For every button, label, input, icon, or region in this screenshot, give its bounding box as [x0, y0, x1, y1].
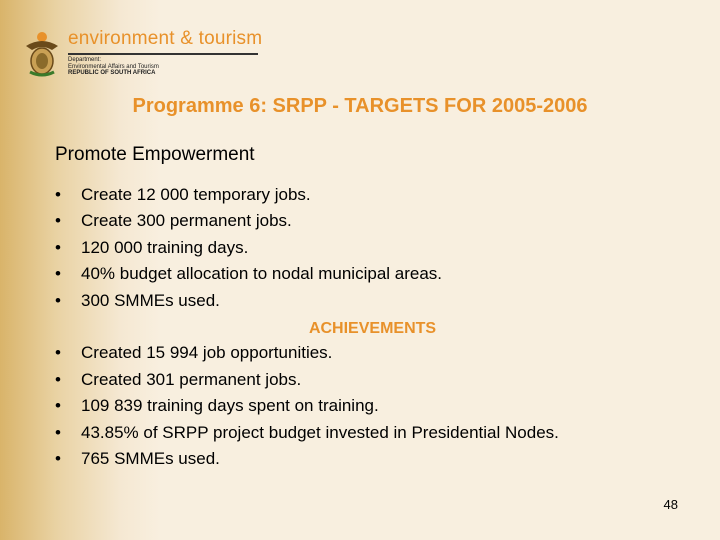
item-text: 109 839 training days spent on training.: [81, 396, 379, 416]
slide-title: Programme 6: SRPP - TARGETS FOR 2005-2006: [132, 95, 588, 117]
bullet: •: [55, 237, 61, 257]
bullet: •: [55, 343, 61, 363]
list-item: [55, 423, 559, 449]
section-heading: Promote Empowerment: [55, 144, 255, 165]
item-text: Created 301 permanent jobs.: [81, 369, 302, 389]
list-item: [55, 370, 559, 396]
item-text: 43.85% of SRPP project budget invested in Presidential Nodes.: [81, 422, 559, 442]
bullet: •: [55, 290, 61, 310]
bullet: •: [55, 185, 61, 204]
bullet: •: [55, 264, 61, 284]
item-text: Create 12 000 temporary jobs.: [81, 185, 311, 204]
list-item: [55, 185, 559, 211]
bullet: •: [55, 396, 61, 416]
item-text: 765 SMMEs used.: [81, 448, 220, 468]
header-rule: [68, 53, 258, 55]
brand-name: environment & tourism: [68, 28, 263, 49]
bullet: •: [55, 369, 61, 389]
item-text: Created 15 994 job opportunities.: [81, 343, 333, 363]
dept-line: Department:: [68, 57, 102, 63]
list-item: [55, 449, 559, 475]
bullet: •: [55, 211, 61, 231]
item-text: 120 000 training days.: [81, 237, 249, 257]
list-item: [55, 238, 559, 264]
coat-of-arms-icon: [22, 28, 62, 78]
list-item: [55, 396, 559, 422]
achievements-heading: ACHIEVEMENTS: [308, 320, 437, 337]
dept-line: Environmental Affairs and Tourism: [68, 63, 159, 70]
bullet: •: [55, 422, 61, 442]
item-text: Create 300 permanent jobs.: [81, 211, 292, 231]
item-text: 300 SMMEs used.: [81, 290, 220, 310]
list-item: [55, 343, 559, 369]
list-item: [55, 291, 559, 317]
dept-line: REPUBLIC OF SOUTH AFRICA: [68, 70, 156, 76]
list-item: [55, 211, 559, 237]
department-text: [68, 57, 159, 77]
page-number: 48: [663, 497, 678, 512]
list-item: [55, 264, 559, 290]
item-text: 40% budget allocation to nodal municipal areas.: [81, 264, 443, 284]
bullet: •: [55, 448, 61, 468]
